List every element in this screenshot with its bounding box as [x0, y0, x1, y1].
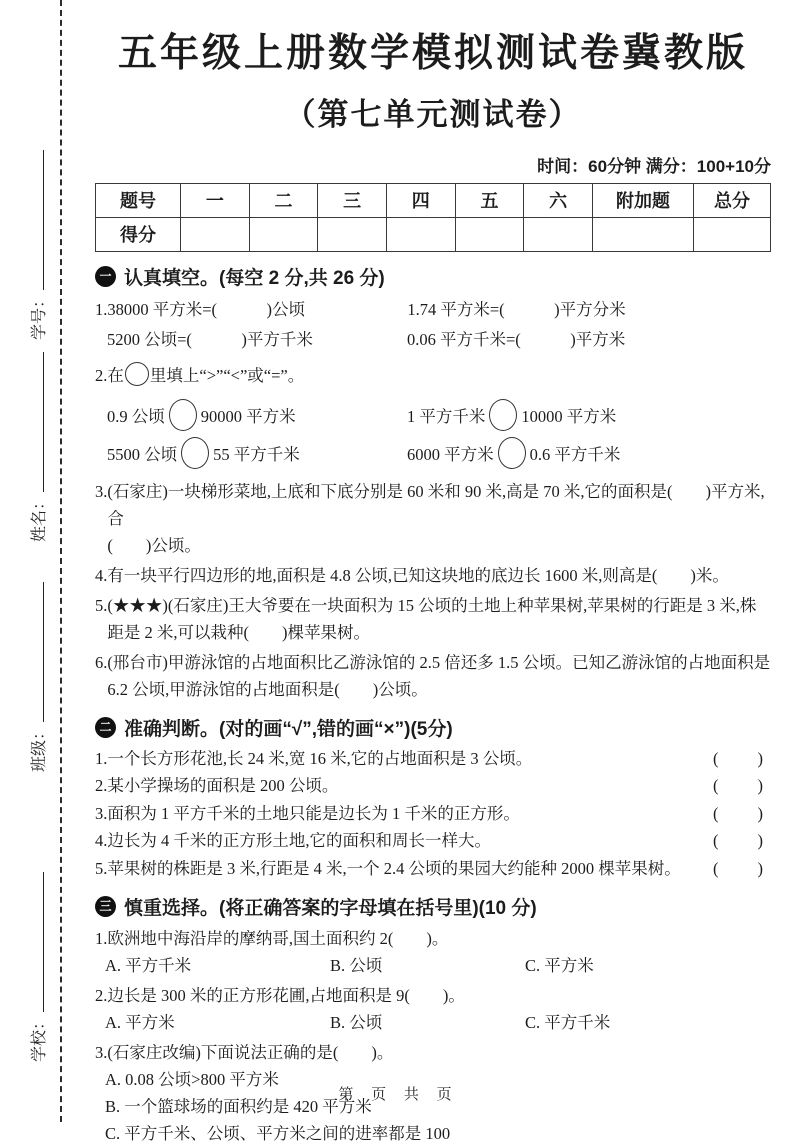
- score-table-header-cell: 二: [249, 183, 318, 217]
- school-label: 学校：: [31, 1013, 48, 1062]
- answer-blank[interactable]: ( ): [713, 776, 765, 796]
- score-table-header-cell: 三: [318, 183, 387, 217]
- score-table-header-cell: 一: [181, 183, 250, 217]
- s1-q2-compare-row2: [95, 435, 771, 471]
- s1-q3: [95, 478, 771, 559]
- score-table-score-row: [96, 217, 771, 251]
- section3-header: [95, 893, 771, 920]
- answer-blank[interactable]: ( ): [713, 748, 765, 768]
- compare-left: 5500 公顷: [107, 444, 178, 464]
- name-label: 姓名：: [31, 493, 48, 542]
- compare-left: 1 平方千米: [407, 406, 486, 426]
- margin-field-class: [26, 582, 49, 772]
- question-text: 欧洲地中海沿岸的摩纳哥,国土面积约 2( )。: [107, 929, 449, 949]
- option-b[interactable]: B. 公顷: [330, 1013, 383, 1033]
- option-c[interactable]: C. 平方千米、公顷、平方米之间的进率都是 100: [105, 1124, 451, 1144]
- section1-title: 认真填空。(每空 2 分,共 26 分): [124, 267, 385, 289]
- s3-q1-options: [95, 952, 771, 979]
- compare-left: 0.9 公顷: [107, 406, 165, 426]
- option-c[interactable]: C. 平方千米: [525, 1013, 611, 1033]
- question-number: 6.: [95, 652, 108, 672]
- question-text: 边长为 4 千米的正方形土地,它的面积和周长一样大。: [107, 831, 491, 851]
- compare-right: 10000 平方米: [521, 406, 617, 426]
- question-number: 3.: [95, 803, 108, 823]
- s1-q5: [95, 592, 771, 646]
- s1-q2-intro: [95, 361, 771, 391]
- question-text: 苹果树的株距是 3 米,行距是 4 米,一个 2.4 公顷的果园大约能种 2000 棵苹果树。: [107, 858, 681, 878]
- s1-q1-row1: [95, 296, 771, 323]
- margin-field-name: [26, 352, 49, 542]
- score-cell[interactable]: [593, 217, 694, 251]
- test-paper: [95, 0, 771, 1147]
- question-number: 5.: [95, 595, 108, 615]
- question-number: 1.: [95, 299, 108, 319]
- section1-number-badge-icon: 一: [95, 266, 116, 287]
- s1-q4: [95, 562, 771, 589]
- question-text: (石家庄)一块梯形菜地,上底和下底分别是 60 米和 90 米,高是 70 米,它的面积是( )平方米,合: [107, 481, 765, 528]
- q2-suffix: 里填上“>”“<”或“=”。: [149, 365, 305, 385]
- question-text: (石家庄改编)下面说法正确的是( )。: [107, 1043, 394, 1063]
- s2-q3: [95, 801, 771, 828]
- section1-header: [95, 263, 771, 290]
- class-blank[interactable]: [41, 582, 44, 722]
- page-subtitle: （第七单元测试卷）: [284, 96, 582, 132]
- option-b[interactable]: B. 公顷: [330, 956, 383, 976]
- s3-q3: [95, 1039, 771, 1066]
- question-text: 面积为 1 平方千米的土地只能是边长为 1 千米的正方形。: [107, 803, 520, 823]
- compare-right: 90000 平方米: [200, 406, 296, 426]
- option-a[interactable]: A. 平方千米: [105, 956, 192, 976]
- score-table-header-cell: 五: [455, 183, 524, 217]
- question-text: 某小学操场的面积是 200 公顷。: [107, 776, 339, 796]
- margin-field-student-no: [26, 150, 49, 340]
- score-table-header-cell: 四: [386, 183, 455, 217]
- s2-q1: [95, 746, 771, 773]
- s3-q1: [95, 925, 771, 952]
- question-number: 3.: [95, 1043, 108, 1063]
- compare-right: 0.6 平方千米: [529, 444, 621, 464]
- margin-field-school: [26, 872, 49, 1062]
- fill-blank-item[interactable]: 1.74 平方米=( )平方分米: [407, 299, 626, 319]
- question-number: 4.: [95, 565, 108, 585]
- margin-dashed-divider: [60, 0, 62, 1122]
- section2-number-badge-icon: 二: [95, 717, 116, 738]
- score-cell[interactable]: [455, 217, 524, 251]
- question-text: (★★★)(石家庄)王大爷要在一块面积为 15 公顷的土地上种苹果树,苹果树的行距是 3 米,株: [107, 595, 757, 615]
- s2-q2: [95, 773, 771, 800]
- option-c[interactable]: C. 平方米: [525, 956, 594, 976]
- option-a[interactable]: A. 0.08 公顷>800 平方米: [105, 1070, 279, 1090]
- question-number: 2.: [95, 986, 108, 1006]
- student-no-label: 学号：: [31, 291, 48, 340]
- fill-blank-item[interactable]: 38000 平方米=( )公顷: [107, 299, 306, 319]
- s1-q2-compare-row1: [95, 397, 771, 433]
- question-text: 6.2 公顷,甲游泳馆的占地面积是( )公顷。: [107, 679, 428, 699]
- section3-title: 慎重选择。(将正确答案的字母填在括号里)(10 分): [124, 898, 537, 920]
- score-cell[interactable]: [694, 217, 771, 251]
- compare-circle-blank[interactable]: [169, 399, 197, 431]
- compare-circle-blank[interactable]: [181, 437, 209, 469]
- answer-blank[interactable]: ( ): [713, 831, 765, 851]
- s1-q1-row2: [95, 326, 771, 353]
- score-table-header-cell: 附加题: [593, 183, 694, 217]
- time-score-info: 时间：60分钟 满分：100+10分: [537, 156, 771, 176]
- question-number: 2.: [95, 365, 108, 385]
- score-table-header-cell: 题号: [96, 183, 181, 217]
- score-cell[interactable]: [181, 217, 250, 251]
- score-table: [95, 183, 771, 252]
- class-label: 班级：: [31, 723, 48, 772]
- page-footer: 第 页 共 页: [338, 1087, 455, 1103]
- compare-circle-blank[interactable]: [125, 362, 149, 386]
- q2-prefix: 在: [107, 365, 124, 385]
- fill-blank-item[interactable]: 0.06 平方千米=( )平方米: [407, 329, 626, 349]
- section3-number-badge-icon: 三: [95, 896, 116, 917]
- question-number: 4.: [95, 831, 108, 851]
- s2-q4: [95, 828, 771, 855]
- compare-circle-blank[interactable]: [489, 399, 517, 431]
- question-text: (邢台市)甲游泳馆的占地面积比乙游泳馆的 2.5 倍还多 1.5 公顷。已知乙游泳馆的占地面积是: [107, 652, 771, 672]
- compare-left: 6000 平方米: [407, 444, 494, 464]
- section2-title: 准确判断。(对的画“√”,错的画“×”)(5分): [124, 718, 453, 740]
- score-cell[interactable]: [249, 217, 318, 251]
- name-blank[interactable]: [41, 352, 44, 492]
- score-table-header-cell: 总分: [694, 183, 771, 217]
- score-table-header-row: [96, 183, 771, 217]
- question-number: 1.: [95, 748, 108, 768]
- score-cell[interactable]: [524, 217, 593, 251]
- question-number: 2.: [95, 776, 108, 796]
- compare-right: 55 平方千米: [213, 444, 300, 464]
- question-number: 1.: [95, 929, 108, 949]
- answer-blank[interactable]: ( ): [713, 858, 765, 878]
- section2-header: [95, 714, 771, 741]
- compare-circle-blank[interactable]: [498, 437, 526, 469]
- s1-q6: [95, 649, 771, 703]
- answer-blank[interactable]: ( ): [713, 803, 765, 823]
- question-text: 边长是 300 米的正方形花圃,占地面积是 9( )。: [107, 986, 465, 1006]
- s3-q2-options: [95, 1009, 771, 1036]
- score-cell[interactable]: [386, 217, 455, 251]
- s3-q2: [95, 982, 771, 1009]
- student-no-blank[interactable]: [41, 150, 44, 290]
- score-cell[interactable]: [318, 217, 387, 251]
- fill-blank-item[interactable]: 5200 公顷=( )平方千米: [107, 329, 313, 349]
- school-blank[interactable]: [41, 872, 44, 1012]
- question-number: 3.: [95, 481, 108, 501]
- question-number: 5.: [95, 858, 108, 878]
- question-text: 距是 2 米,可以栽种( )棵苹果树。: [107, 622, 370, 642]
- question-text: ( )公顷。: [107, 535, 201, 555]
- option-b[interactable]: B. 一个篮球场的面积约是 420 平方米: [105, 1097, 372, 1117]
- question-text: 有一块平行四边形的地,面积是 4.8 公顷,已知这块地的底边长 1600 米,则高是( )米。: [107, 565, 729, 585]
- s2-q5: [95, 856, 771, 883]
- page-title: 五年级上册数学模拟测试卷冀教版: [117, 32, 748, 75]
- score-table-header-cell: 六: [524, 183, 593, 217]
- option-a[interactable]: A. 平方米: [105, 1013, 175, 1033]
- question-text: 一个长方形花池,长 24 米,宽 16 米,它的占地面积是 3 公顷。: [107, 748, 533, 768]
- score-row-label: 得分: [96, 217, 181, 251]
